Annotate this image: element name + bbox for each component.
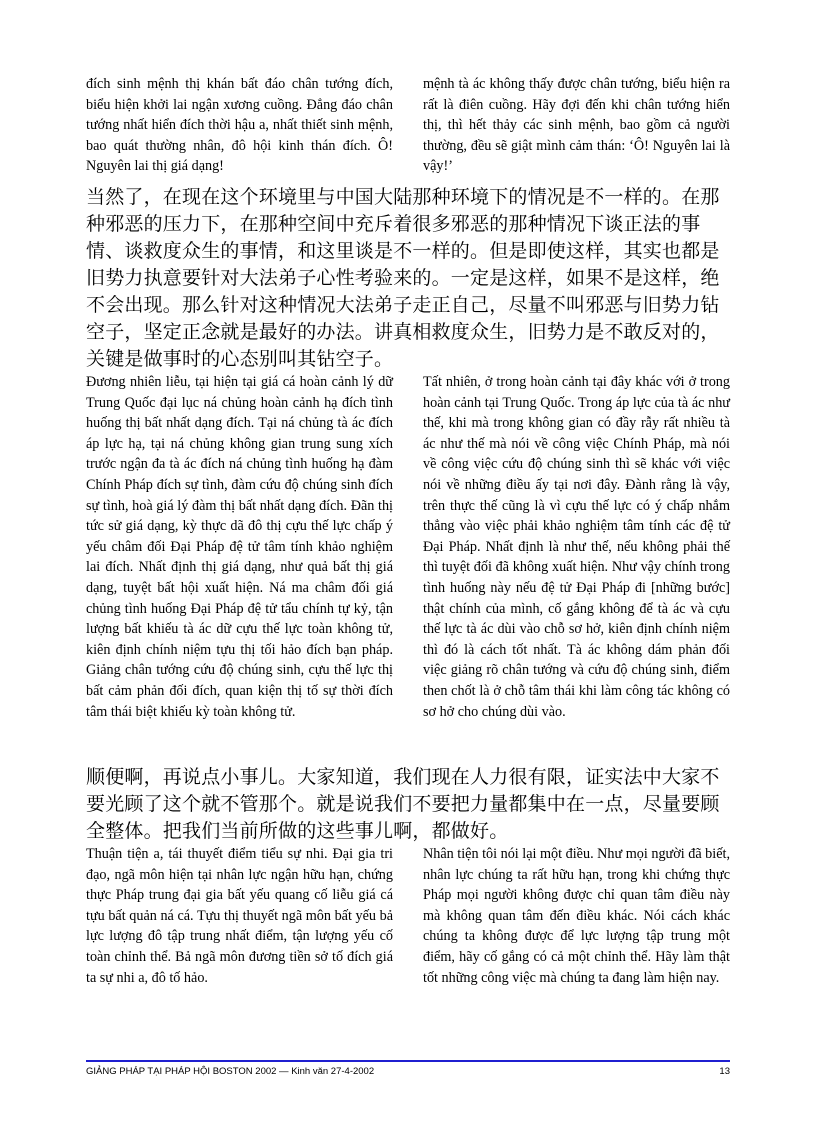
paragraph-block-3: [86, 844, 730, 988]
paragraph-vietnamese: Tất nhiên, ở trong hoàn cảnh tại đây khác với ở trong hoàn cảnh tại Trung Quốc. Trong áp lực của tà ác như thế, khi mà trong không gian có đầy rẫy rất nhiều tà ác như thế mà nói về công việc Chính Pháp, mà nói về công việc cứu độ chúng sinh thì sẽ khác với việc nói về những điều ấy tại nơi đây. Đành rằng là vậy, trên thực thế cũng là vì cựu thế lực có ý chấp nhắm thẳng vào việc phải khảo nghiệm tâm tính các đệ tử Đại Pháp. Nhất định là như thế, nếu không phải thế thì tuyệt đối đã không xuất hiện. Như vậy chính trong tình huống này nếu đệ tử Đại Pháp đi [những bước] thật chính của mình, cố gắng không để tà ác và cựu thế lực tà ác dùi vào chỗ sơ hở, kiên định chính niệm thì đó là cách tốt nhất. Tà ác không dám phản đối việc giảng rõ chân tướng và cứu độ chúng sinh, điểm then chốt là ở chỗ tâm thái khi làm công tác không có sơ hở cho chúng dùi vào.: [423, 374, 730, 720]
paragraph-sino-vietnamese: Đương nhiên liễu, tại hiện tại giá cá hoàn cảnh lý dữ Trung Quốc đại lục ná chủng hoàn cảnh hạ đích tình huống thị bất nhất dạng đích. Tại ná chủng tà ác đích áp lực hạ, tại ná chủng không gian trung sung xích trước ngận đa tà ác đích ná chủng tình huống hạ đàm Chính Pháp đích sự tình, đàm cứu độ chúng sinh đích sự tình, hoà giá lý đàm thị bất nhất dạng đích. Đãn thị tức sử giá dạng, kỳ thực dã đô thị cựu thế lực chấp ý yếu châm đối Đại Pháp đệ tử tâm tính khảo nghiệm lai đích. Nhất định thị giá dạng, như quả bất thị giá dạng, tuyệt bất hội xuất hiện. Ná ma châm đối giá chủng tình huống Đại Pháp đệ tử tẩu chính tự kỷ, tận lượng bất khiếu tà ác dữ cựu thế lực toàn không tử, kiên định chính niệm tựu thị tối hảo đích bạn pháp. Giảng chân tướng cứu độ chúng sinh, cựu thế lực thị bất cảm phản đối đích, quan kiện thị tố sự thời đích tâm thái biệt khiếu kỳ toàn không tử.: [86, 374, 393, 720]
paragraph-chinese-2: 顺便啊，再说点小事儿。大家知道，我们现在人力很有限，证实法中大家不要光顾了这个就不管那个。就是说我们不要把力量都集中在一点，尽量要顾全整体。把我们当前所做的这些事儿啊，都做好。: [86, 766, 720, 842]
footer-title: GIẢNG PHÁP TẠI PHÁP HỘI BOSTON 2002 — Kinh văn 27-4-2002: [86, 1066, 375, 1077]
paragraph-chinese-1: 当然了，在现在这个环境里与中国大陆那种环境下的情况是不一样的。在那种邪恶的压力下，在那种空间中充斥着很多邪恶的那种情况下谈正法的事情、谈救度众生的事情，和这里谈是不一样的。但是即使这样，其实也都是旧势力执意要针对大法弟子心性考验来的。一定是这样，如果不是这样，绝不会出现。那么针对这种情况大法弟子走正自己，尽量不叫邪恶与旧势力钻空子，坚定正念就是最好的办法。讲真相救度众生，旧势力是不敢反对的，关键是做事时的心态别叫其钻空子。: [86, 186, 720, 370]
paragraph-block-1: [86, 74, 730, 177]
paragraph-vietnamese: Nhân tiện tôi nói lại một điều. Như mọi người đã biết, nhân lực chúng ta rất hữu hạn, trong khi chứng thực Pháp mọi người không được chỉ quan tâm điều này mà không quan tâm đến điều khác. Nói cách khác chúng ta không được để lực lượng tập trung một điểm, hãy cố gắng có cả một chỉnh thể. Hãy làm thật tốt những công việc mà chúng ta đang làm hiện nay.: [423, 846, 730, 986]
paragraph-sino-vietnamese: Thuận tiện a, tái thuyết điểm tiểu sự nhi. Đại gia tri đạo, ngã môn hiện tại nhân lực ngận hữu hạn, chứng thực Pháp trung đại gia bất yếu quang cố liễu giá cá tựu bất quản ná cá. Tựu thị thuyết ngã môn bất yếu bả lực lượng đô tập trung nhất điểm, tận lượng yếu cố toàn chỉnh thể. Bả ngã môn đương tiền sở tố đích giá ta sự nhi a, đô tố hảo.: [86, 846, 393, 986]
footer: [86, 1066, 730, 1078]
paragraph-vietnamese: mệnh tà ác không thấy được chân tướng, biểu hiện ra rất là điên cuồng. Hãy đợi đến khi chân tướng hiển thị, thì hết thảy các sinh mệnh, bao gồm cả người thường, đều sẽ giật mình cảm thán: ‘Ô! Nguyên lai là vậy!’: [423, 76, 730, 175]
paragraph-sino-vietnamese: đích sinh mệnh thị khán bất đáo chân tướng đích, biểu hiện khởi lai ngận xương cuồng. Đẳng đáo chân tướng nhất hiển đích thời hậu a, nhất thiết sinh mệnh, bao quát thường nhân, đô hội kinh thán đích. Ô! Nguyên lai thị giá dạng!: [86, 76, 393, 175]
page-number: 13: [719, 1066, 730, 1077]
paragraph-block-2: [86, 372, 730, 722]
footer-rule: [86, 1060, 730, 1062]
